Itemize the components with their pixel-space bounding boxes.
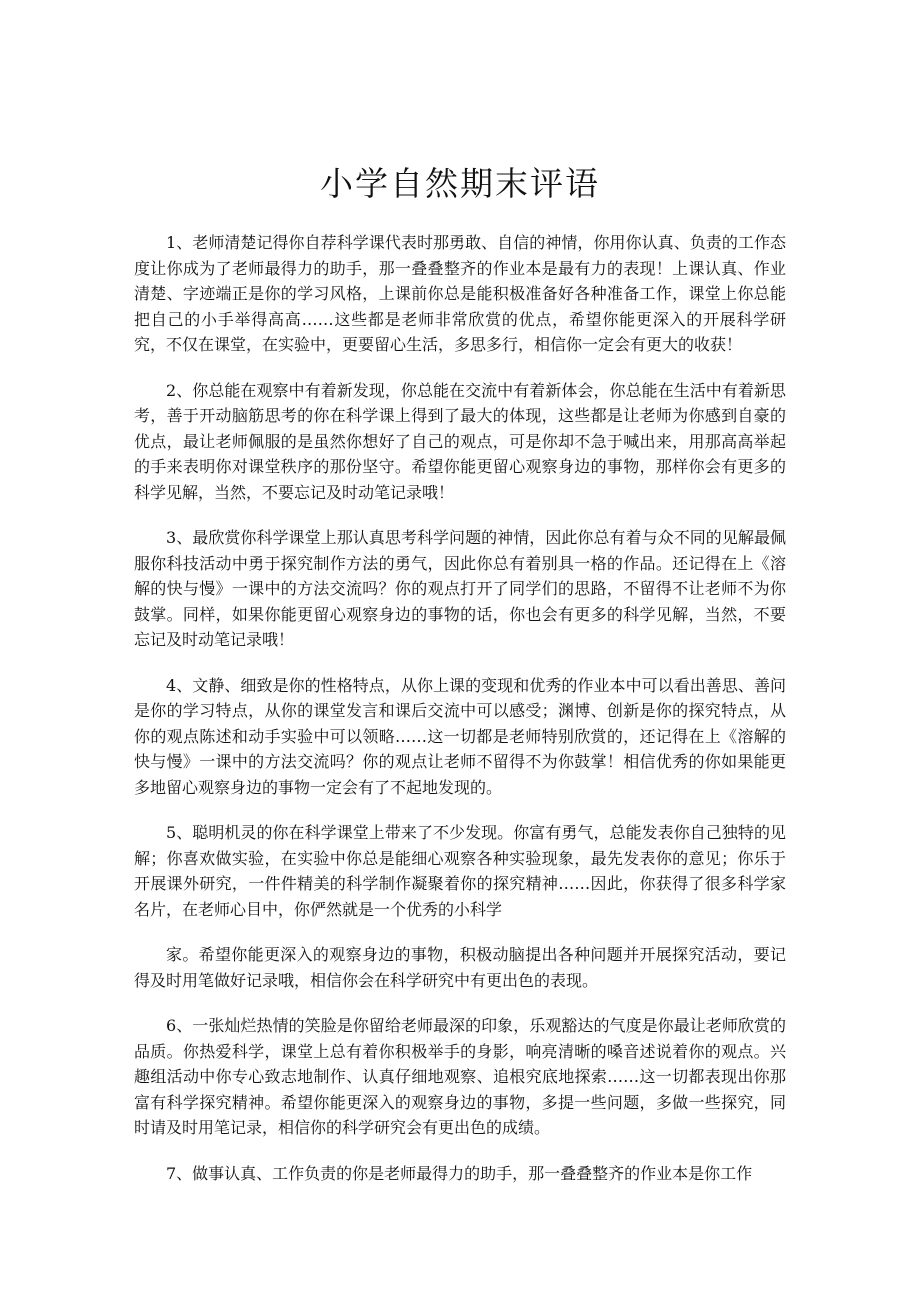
paragraph-5: 5、聪明机灵的你在科学课堂上带来了不少发现。你富有勇气，总能发表你自己独特的见解；你喜欢做实验，在实验中你总是能细心观察各种实验现象，最先发表你的意见；你乐于开展课外研究，一件件精美的科学制作凝聚着你的探究精神……因此，你获得了很多科学家名片，在老师心目中，你俨然就是一个优秀的小科学 xyxy=(134,823,786,919)
document-body xyxy=(134,230,786,1206)
paragraph-7: 7、做事认真、工作负责的你是老师最得力的助手，那一叠叠整齐的作业本是你工作 xyxy=(166,1163,753,1183)
page-title: 小学自然期末评语 xyxy=(320,164,600,203)
paragraph-1: 1、老师清楚记得你自荐科学课代表时那勇敢、自信的神情，你用你认真、负责的工作态度让你成为了老师最得力的助手，那一叠叠整齐的作业本是最有力的表现！上课认真、作业清楚、字迹端正是你的学习风格，上课前你总是能积极准备好各种准备工作，课堂上你总能把自己的小手举得高高……这些都是老师非常欣赏的优点，希望你能更深入的开展科学研究，不仅在课堂，在实验中，更要留心生活，多思多行，相信你一定会有更大的收获！ xyxy=(134,233,786,354)
paragraph-4: 4、文静、细致是你的性格特点，从你上课的变现和优秀的作业本中可以看出善思、善问是你的学习特点，从你的课堂发言和课后交流中可以感受；渊博、创新是你的探究特点，从你的观点陈述和动手实验中可以领略……这一切都是老师特别欣赏的，还记得在上《溶解的快与慢》一课中的方法交流吗？你的观点让老师不留得不为你鼓掌！相信优秀的你如果能更多地留心观察身边的事物一定会有了不起地发现的。 xyxy=(134,675,786,797)
paragraph-6: 6、一张灿烂热情的笑脸是你留给老师最深的印象，乐观豁达的气度是你最让老师欣赏的品质。你热爱科学，课堂上总有着你积极举手的身影，响亮清晰的嗓音述说着你的观点。兴趣组活动中你专心致志地制作、认真仔细地观察、追根究底地探索……这一切都表现出你那富有科学探究精神。希望你能更深入的观察身边的事物，多提一些问题，多做一些探究，同时请及时用笔记录，相信你的科学研究会有更出色的成绩。 xyxy=(134,1016,786,1137)
paragraph-5-continued: 家。希望你能更深入的观察身边的事物，积极动脑提出各种问题并开展探究活动，要记得及时用笔做好记录哦，相信你会在科学研究中有更出色的表现。 xyxy=(134,945,786,990)
paragraph-2: 2、你总能在观察中有着新发现，你总能在交流中有着新体会，你总能在生活中有着新思考，善于开动脑筋思考的你在科学课上得到了最大的体现，这些都是让老师为你感到自豪的优点，最让老师佩服的是虽然你想好了自己的观点，可是你却不急于喊出来，用那高高举起的手来表明你对课堂秩序的那份坚守。希望你能更留心观察身边的事物，那样你会有更多的科学见解，当然，不要忘记及时动笔记录哦！ xyxy=(134,380,786,502)
paragraph-3: 3、最欣赏你科学课堂上那认真思考科学问题的神情，因此你总有着与众不同的见解最佩服你科技活动中勇于探究制作方法的勇气，因此你总有着别具一格的作品。还记得在上《溶解的快与慢》一课中的方法交流吗？你的观点打开了同学们的思路，不留得不让老师不为你鼓掌。同样，如果你能更留心观察身边的事物的话，你也会有更多的科学见解，当然，不要忘记及时动笔记录哦！ xyxy=(134,528,786,649)
